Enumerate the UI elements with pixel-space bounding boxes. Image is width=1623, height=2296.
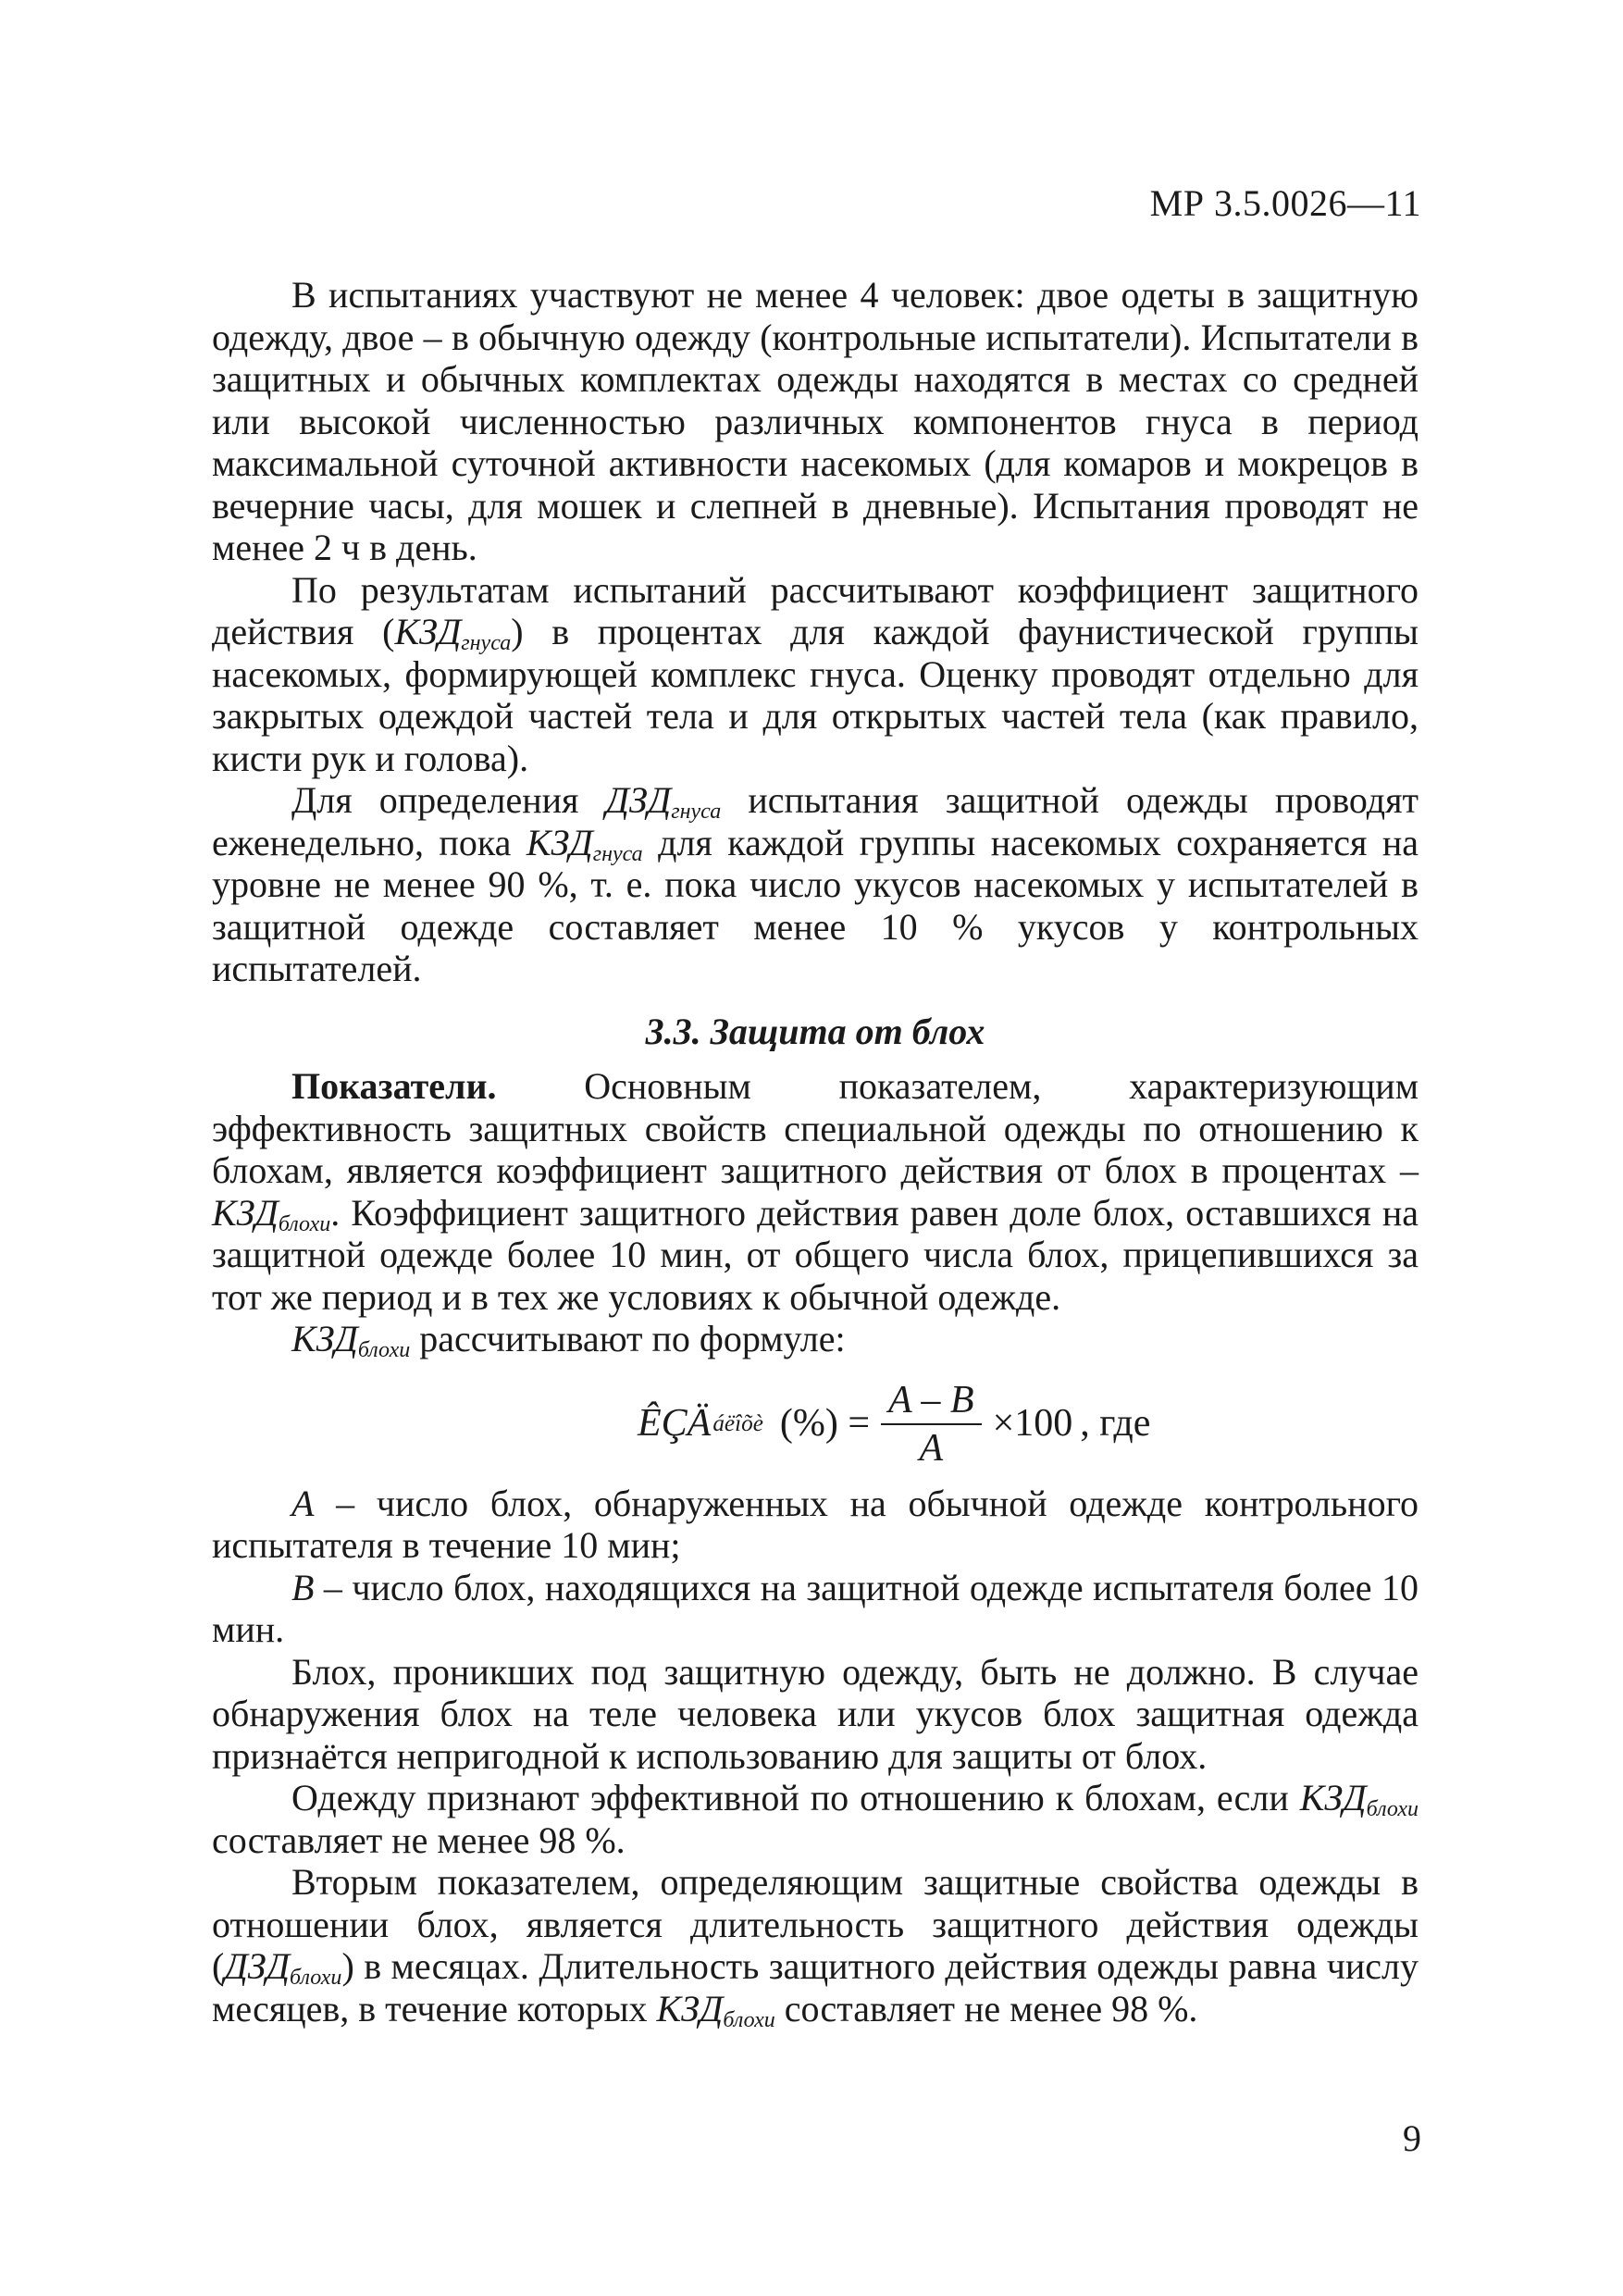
paragraph-2 bbox=[212, 569, 1419, 780]
p6-text: – число блох, обнаруженных на обычной одежде контрольного испытателя в течение 10 мин; bbox=[212, 1482, 1419, 1566]
paragraph-3 bbox=[212, 779, 1419, 990]
p2-text-a: По результатам испытаний рассчитывают коэффициент защитного действия ( bbox=[212, 568, 1419, 652]
paragraph-10 bbox=[212, 1861, 1419, 2032]
p5-kzd-sub: блохи bbox=[357, 1338, 411, 1362]
p7-var-b: В bbox=[291, 1566, 315, 1608]
p3-text-b: испытания защитной одежды проводят еженедельно, пока bbox=[212, 779, 1419, 863]
p9-text-b: составляет не менее 98 %. bbox=[212, 1818, 626, 1861]
p10-kzd: КЗД bbox=[656, 1987, 724, 2029]
paragraph-7 bbox=[212, 1567, 1419, 1651]
formula-numerator: A – B bbox=[888, 1378, 974, 1421]
formula: ÊÇÄ áëîõè (%) = $\frac{A - B}{A}$ ×100 , где bbox=[638, 1378, 1151, 1470]
p2-text-b: ) в процентах для каждой фаунистической группы насекомых, формирующей комплекс гнуса. Оценку проводят отдельно для закрытых одеждой частей тела и для открытых частей тела (как правило, кисти рук и голова). bbox=[212, 611, 1419, 779]
p3-kzd-sub: гнуса bbox=[592, 841, 643, 866]
p9-text-a: Одежду признают эффективной по отношению к блохам, если bbox=[291, 1777, 1300, 1818]
p2-kzd: КЗД bbox=[394, 611, 462, 652]
formula-block bbox=[212, 1370, 1419, 1479]
p3-kzd: КЗД bbox=[526, 821, 593, 863]
formula-percent: (%) = bbox=[779, 1401, 871, 1445]
p4-text-b: . Коэффициент защитного действия равен доле блох, оставшихся на защитной одежде более 10 мин, от общего числа блох, прицепившихся за тот же период и в тех же условиях к обычной одежде. bbox=[212, 1191, 1419, 1318]
document-code: МР 3.5.0026—11 bbox=[1149, 182, 1421, 224]
formula-multiplier: ×100 bbox=[992, 1401, 1073, 1445]
paragraph-8 bbox=[212, 1651, 1419, 1778]
p3-text-a: Для определения bbox=[291, 779, 606, 821]
p4-text-a: Основным показателем, характеризующим эффективность защитных свойств специальной одежды по отношению к блохам, является коэффициент защитного действия от блох в процентах – bbox=[212, 1065, 1419, 1191]
p4-bold-lead: Показатели. bbox=[291, 1065, 497, 1107]
p10-text-a: Вторым показателем, определяющим защитные свойства одежды в отношении блох, является длительность защитного действия одежды ( bbox=[212, 1861, 1419, 1987]
p6-var-a: А bbox=[291, 1482, 315, 1524]
p9-kzd-sub: блохи bbox=[1366, 1797, 1419, 1821]
paragraph-9 bbox=[212, 1777, 1419, 1861]
p3-dzd-sub: гнуса bbox=[671, 800, 722, 824]
p5-kzd: КЗД bbox=[291, 1318, 358, 1359]
p10-kzd-sub: блохи bbox=[723, 2007, 775, 2032]
section-heading: 3.3. Защита от блох bbox=[645, 1010, 985, 1052]
p3-text-c: для каждой группы насекомых сохраняется на уровне не менее 90 %, т. е. пока число укусов насекомых у испытателей в защитной одежде составляет менее 10 % укусов у контрольных испытателей. bbox=[212, 821, 1419, 989]
p4-kzd: КЗД bbox=[212, 1191, 279, 1234]
paragraph-1 bbox=[212, 274, 1419, 569]
p3-dzd: ДЗД bbox=[605, 779, 672, 821]
p5-text: рассчитывают по формуле: bbox=[410, 1318, 846, 1359]
p10-text-c: составляет не менее 98 %. bbox=[774, 1987, 1198, 2029]
formula-suffix: , где bbox=[1080, 1401, 1151, 1445]
paragraph-4 bbox=[212, 1065, 1419, 1318]
formula-denominator: A bbox=[919, 1426, 944, 1470]
paragraph-5 bbox=[212, 1318, 1419, 1360]
p2-kzd-sub: гнуса bbox=[461, 631, 512, 655]
p8-text: Блох, проникших под защитную одежду, быть не должно. В случае обнаружения блох на теле человека или укусов блох защитная одежда признаётся непригодной к использованию для защиты от блох. bbox=[212, 1650, 1419, 1777]
p10-text-b: ) в месяцах. Длительность защитного действия одежды равна числу месяцев, в течение которых bbox=[212, 1945, 1419, 2029]
paragraph-6 bbox=[212, 1483, 1419, 1567]
p4-kzd-sub: блохи bbox=[278, 1211, 331, 1236]
p7-text: – число блох, находящихся на защитной одежде испытателя более 10 мин. bbox=[212, 1566, 1419, 1650]
page-body bbox=[212, 274, 1419, 2032]
formula-lhs: ÊÇÄ bbox=[638, 1401, 712, 1445]
formula-fraction bbox=[881, 1377, 982, 1471]
paragraph-1-text: В испытаниях участвуют не менее 4 человек: двое одеты в защитную одежду, двое – в обычную одежду (контрольные испытатели). Испытатели в защитных и обычных комплектах одежды находятся в местах со средней или высокой численностью различных компонентов гнуса в период максимальной суточной активности насекомых (для комаров и мокрецов в вечерние часы, для мошек и слепней в дневные). Испытания проводят не менее 2 ч в день. bbox=[212, 274, 1419, 568]
page-number: 9 bbox=[1403, 2117, 1421, 2159]
p10-dzd: ДЗД bbox=[224, 1945, 291, 1987]
p10-dzd-sub: блохи bbox=[290, 1966, 342, 1990]
p9-kzd: КЗД bbox=[1299, 1777, 1367, 1818]
